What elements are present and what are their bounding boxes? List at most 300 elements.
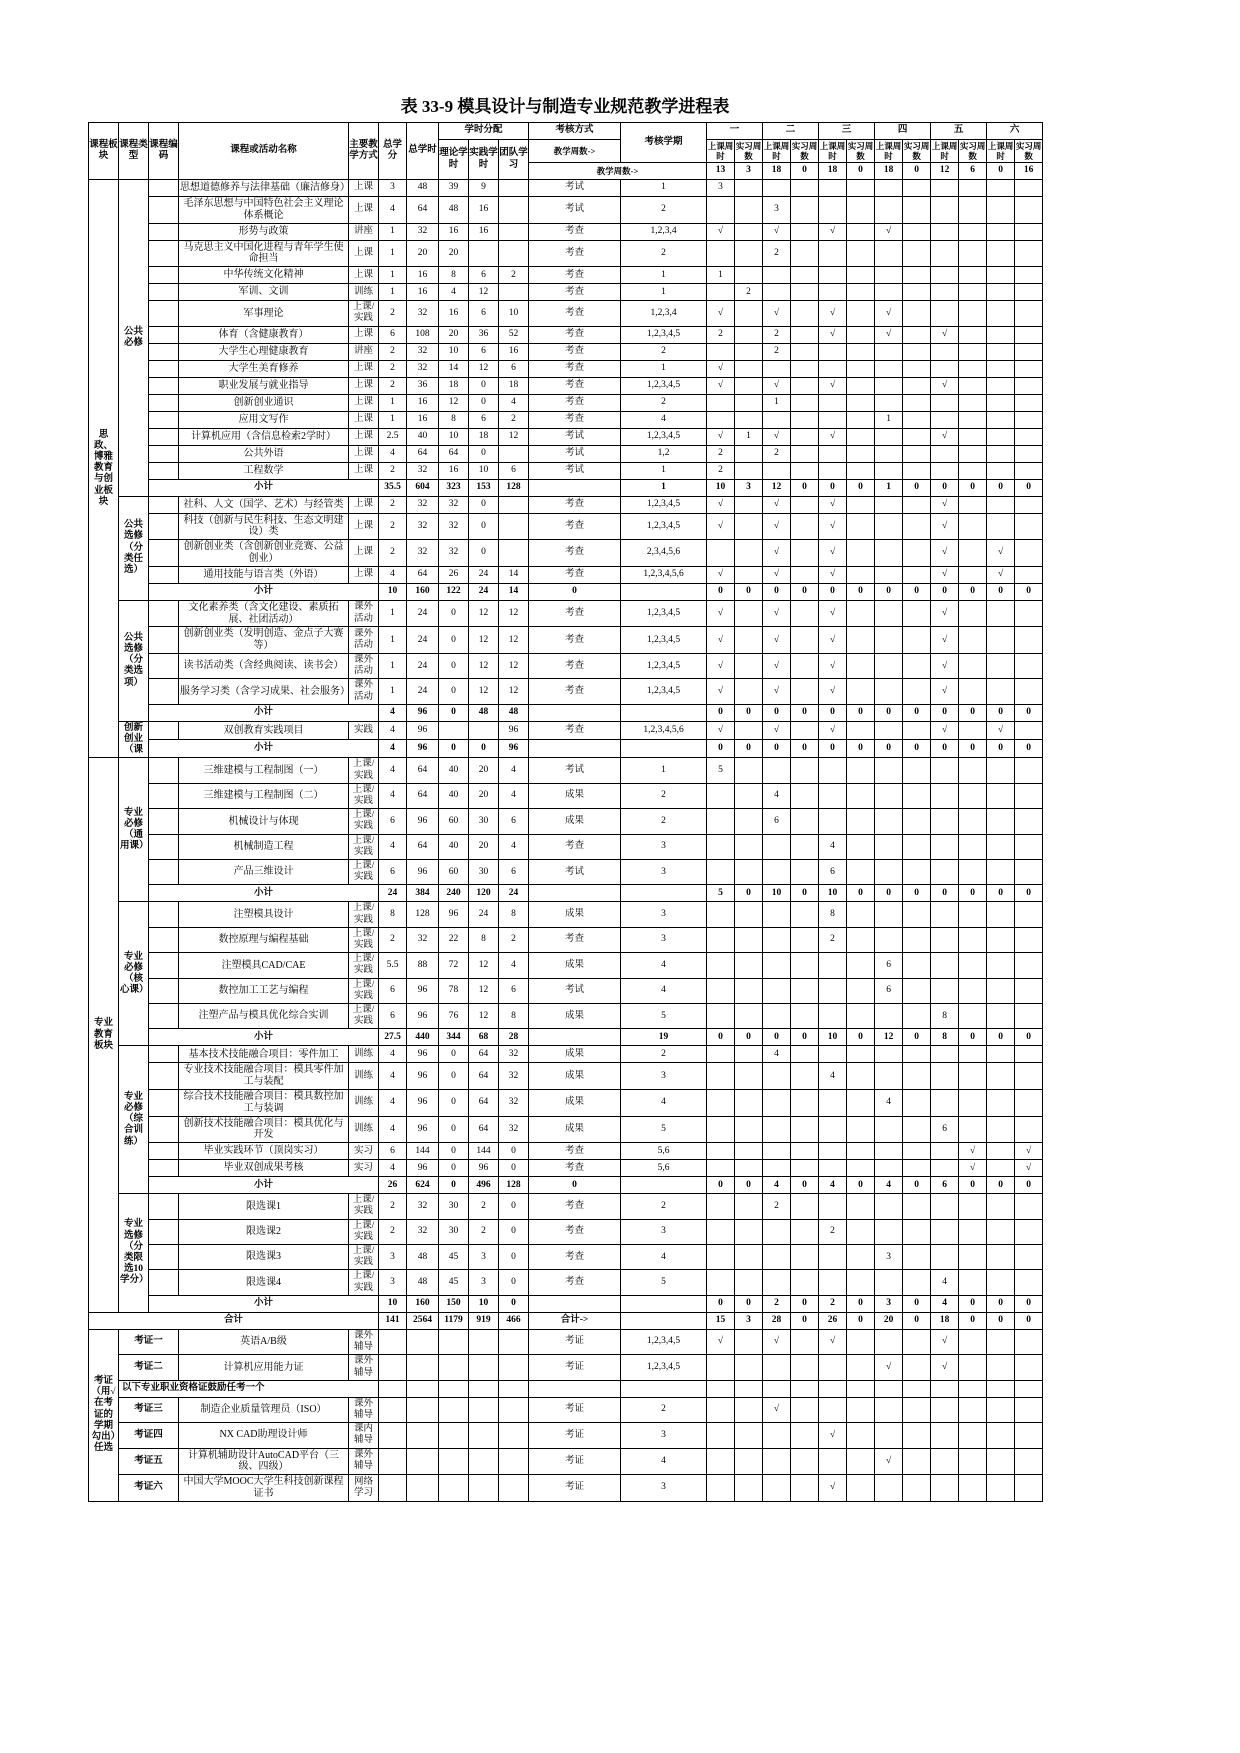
cell-course-code: [149, 809, 179, 834]
cell-semester-value: 0: [847, 1177, 875, 1194]
cell-semester-value: 0: [903, 1029, 931, 1046]
cell-theory-hours: 122: [439, 583, 469, 600]
cell-assess-method: 考查: [529, 1160, 621, 1177]
cell-course-code: [149, 654, 179, 679]
cell-assess-semester: 1,2,3,4,5: [621, 1355, 707, 1380]
cell-semester-value: [819, 180, 847, 197]
cell-semester-value: [1015, 758, 1043, 783]
cell-semester-value: [791, 267, 819, 284]
cell-semester-value: √: [763, 566, 791, 583]
cell-semester-value: [959, 1116, 987, 1143]
cell-course-code: [149, 783, 179, 808]
cell-semester-value: √: [763, 627, 791, 654]
cell-semester-value: 1: [875, 479, 903, 496]
cell-course-name: 限选课1: [179, 1194, 349, 1219]
cell-assess-method: 考试: [529, 445, 621, 462]
cell-hours: 32: [407, 927, 439, 952]
cell-theory-hours: 16: [439, 462, 469, 479]
cell-semester-value: √: [931, 627, 959, 654]
header-course-type: 课程类型: [119, 123, 149, 180]
cell-credits: 6: [379, 326, 407, 343]
cell-semester-value: 8: [931, 1029, 959, 1046]
cell-semester-value: [903, 1063, 931, 1090]
cell-semester-value: 0: [847, 1312, 875, 1329]
cell-team-learning: 6: [499, 360, 529, 377]
cell-team-learning: 0: [499, 1245, 529, 1270]
cell-semester-value: [931, 953, 959, 978]
cell-semester-value: [875, 428, 903, 445]
cell-semester-value: [707, 1270, 735, 1295]
total-label: 合计: [89, 1312, 379, 1329]
cell-semester-value: [819, 1270, 847, 1295]
cell-course-name: 马克思主义中国化进程与青年学生使命担当: [179, 240, 349, 267]
cell-semester-value: [1015, 394, 1043, 411]
cell-hours: 144: [407, 1143, 439, 1160]
header-course-name: 课程或活动名称: [179, 123, 349, 180]
cell-semester-value: [987, 654, 1015, 679]
module-cell: 思政、博雅教育与创业板块: [89, 180, 119, 758]
cell-course-name: 限选课3: [179, 1245, 349, 1270]
cell-semester-value: √: [1015, 1160, 1043, 1177]
cell-semester-value: [875, 284, 903, 301]
cell-semester-value: [707, 284, 735, 301]
cell-semester-value: [791, 1448, 819, 1475]
cell-course-name: 注塑模具设计: [179, 902, 349, 927]
course-row: [89, 496, 1043, 513]
cell-semester-value: [735, 927, 763, 952]
cell-semester-value: 1: [735, 428, 763, 445]
course-row: [89, 721, 1043, 739]
cell-team-learning: 0: [499, 1295, 529, 1312]
cell-semester-value: [735, 1143, 763, 1160]
cell-hours: [407, 1475, 439, 1502]
cell-team-learning: [499, 1448, 529, 1475]
subtotal-row: [89, 885, 1043, 902]
cell-semester-value: [819, 394, 847, 411]
cell-semester-value: √: [819, 600, 847, 627]
cell-assess-semester: 2: [621, 809, 707, 834]
cell-semester-value: √: [707, 223, 735, 240]
cell-semester-value: [707, 902, 735, 927]
cell-semester-value: 0: [707, 1295, 735, 1312]
cell-semester-value: 0: [875, 885, 903, 902]
cell-semester-value: [959, 377, 987, 394]
cell-semester-value: [1015, 1475, 1043, 1502]
cell-practice-hours: 64: [469, 1090, 499, 1117]
teaching-weeks-value: 18: [763, 163, 791, 180]
cell-semester-value: [707, 1143, 735, 1160]
cell-semester-value: [903, 927, 931, 952]
cell-semester-value: 0: [959, 1312, 987, 1329]
cell-course-code: [149, 360, 179, 377]
cell-semester-value: √: [931, 679, 959, 704]
cell-semester-value: √: [707, 600, 735, 627]
cell-semester-value: [735, 1194, 763, 1219]
cell-semester-value: [931, 902, 959, 927]
cell-semester-value: √: [875, 301, 903, 326]
cell-semester-value: [959, 1245, 987, 1270]
cell-hours: 624: [407, 1177, 439, 1194]
cell-assess-semester: 1: [621, 758, 707, 783]
cell-semester-value: [987, 284, 1015, 301]
cell-teaching-method: 上课: [349, 377, 379, 394]
cell-semester-value: 1: [875, 411, 903, 428]
cell-semester-value: 0: [1015, 885, 1043, 902]
cell-semester-value: [931, 1219, 959, 1244]
cell-semester-value: [987, 1116, 1015, 1143]
cell-semester-value: [987, 1160, 1015, 1177]
cell-course-name: 限选课2: [179, 1219, 349, 1244]
cell-semester-value: √: [931, 326, 959, 343]
cell-practice-hours: 3: [469, 1270, 499, 1295]
cell-assess-method: 考试: [529, 758, 621, 783]
cell-teaching-method: 课外辅导: [349, 1397, 379, 1422]
cell-semester-value: [931, 1245, 959, 1270]
cell-team-learning: 4: [499, 953, 529, 978]
header-semester-4: 四: [875, 123, 931, 140]
cell-semester-value: [707, 860, 735, 885]
cell-semester-value: √: [931, 428, 959, 445]
cell-course-name: 公共外语: [179, 445, 349, 462]
cell-course-code: [149, 953, 179, 978]
cell-assess-semester: 4: [621, 953, 707, 978]
cell-semester-value: [791, 654, 819, 679]
cell-course-code: [149, 1004, 179, 1029]
course-row: [89, 627, 1043, 654]
cell-team-learning: 96: [499, 721, 529, 739]
cell-teaching-method: 网络学习: [349, 1475, 379, 1502]
cell-credits: 1: [379, 223, 407, 240]
cell-semester-value: [847, 809, 875, 834]
cell-semester-value: [735, 1245, 763, 1270]
cell-semester-value: 0: [875, 704, 903, 721]
cell-semester-value: [987, 267, 1015, 284]
cell-semester-value: [847, 1245, 875, 1270]
cell-assess-method: 成果: [529, 783, 621, 808]
header-class-week-hours: 上课周时: [707, 141, 734, 162]
cell-semester-value: [819, 978, 847, 1003]
cell-semester-value: [735, 1116, 763, 1143]
cell-semester-value: [735, 326, 763, 343]
cell-course-name: 创新创业类（发明创造、金点子大赛等）: [179, 627, 349, 654]
cell-semester-value: 0: [987, 1029, 1015, 1046]
cell-semester-value: [931, 223, 959, 240]
cell-assess-semester: 1,2,3,4,5: [621, 679, 707, 704]
cell-assess-method: 考试: [529, 197, 621, 224]
cell-semester-value: [987, 1397, 1015, 1422]
cell-semester-value: [819, 284, 847, 301]
cell-semester-value: [903, 1423, 931, 1448]
cell-assess-semester: 1: [621, 479, 707, 496]
cell-team-learning: [499, 496, 529, 513]
cell-course-code: [149, 600, 179, 627]
cell-assess-method: 成果: [529, 1116, 621, 1143]
cell-semester-value: [987, 360, 1015, 377]
course-row: [89, 1004, 1043, 1029]
cell-semester-value: [791, 679, 819, 704]
cell-teaching-method: 上课: [349, 462, 379, 479]
total-row: [89, 1312, 1043, 1329]
course-row: [89, 1270, 1043, 1295]
cell-credits: 4: [379, 740, 407, 758]
cell-semester-value: √: [875, 326, 903, 343]
cell-semester-value: 6: [875, 953, 903, 978]
cell-semester-value: 0: [707, 1029, 735, 1046]
cell-semester-value: 0: [903, 704, 931, 721]
cell-semester-value: [931, 394, 959, 411]
cell-semester-value: √: [875, 1448, 903, 1475]
cell-hours: 64: [407, 445, 439, 462]
cell-practice-hours: 68: [469, 1029, 499, 1046]
cell-semester-value: [819, 267, 847, 284]
cell-semester-value: 0: [791, 740, 819, 758]
cell-semester-value: 10: [819, 1029, 847, 1046]
cell-credits: 2: [379, 1194, 407, 1219]
cell-semester-value: [1015, 566, 1043, 583]
cert-row: [89, 1355, 1043, 1380]
cell-hours: 96: [407, 721, 439, 739]
cell-semester-value: √: [763, 540, 791, 567]
cell-semester-value: [847, 566, 875, 583]
cell-semester-value: [763, 1004, 791, 1029]
cell-semester-value: 0: [903, 1177, 931, 1194]
cell-teaching-method: 实习: [349, 1143, 379, 1160]
cell-semester-value: [903, 445, 931, 462]
cell-course-code: [149, 343, 179, 360]
cell-semester-value: [931, 267, 959, 284]
course-row: [89, 1090, 1043, 1117]
cell-semester-value: [987, 1219, 1015, 1244]
cert-row: [89, 1329, 1043, 1354]
cell-hours: 20: [407, 240, 439, 267]
cell-hours: 16: [407, 267, 439, 284]
cell-semester-value: [763, 902, 791, 927]
cell-practice-hours: 496: [469, 1177, 499, 1194]
cell-semester-value: [1015, 721, 1043, 739]
cell-semester-value: [847, 1090, 875, 1117]
cell-team-learning: 8: [499, 902, 529, 927]
cell-semester-value: √: [959, 1143, 987, 1160]
cell-empty: [903, 1380, 931, 1397]
table-container: [88, 122, 1240, 1502]
cell-semester-value: [959, 326, 987, 343]
cell-assess-method: 成果: [529, 902, 621, 927]
cell-practice-hours: 0: [469, 513, 499, 540]
cell-course-name: 三维建模与工程制图（二）: [179, 783, 349, 808]
cell-semester-value: [735, 1046, 763, 1063]
cell-credits: 10: [379, 583, 407, 600]
cell-practice-hours: 16: [469, 223, 499, 240]
cell-course-code: [149, 1245, 179, 1270]
header-teaching-method: 主要教学方式: [349, 123, 379, 180]
cell-credits: 4: [379, 758, 407, 783]
cell-credits: 1: [379, 627, 407, 654]
cell-semester-value: [763, 834, 791, 859]
cell-hours: 96: [407, 1046, 439, 1063]
cell-semester-value: [1015, 600, 1043, 627]
course-row: [89, 566, 1043, 583]
cell-credits: 141: [379, 1312, 407, 1329]
cell-assess-semester: [621, 1177, 707, 1194]
cell-semester-value: [1015, 1063, 1043, 1090]
cell-course-code: [149, 1090, 179, 1117]
cell-semester-value: [847, 1046, 875, 1063]
cell-semester-value: [735, 540, 763, 567]
cell-semester-value: [875, 462, 903, 479]
course-row: [89, 180, 1043, 197]
cell-practice-hours: 24: [469, 566, 499, 583]
cell-semester-value: [903, 267, 931, 284]
cell-semester-value: [847, 860, 875, 885]
cell-assess-semester: [621, 704, 707, 721]
cell-semester-value: [931, 809, 959, 834]
cell-semester-value: [847, 783, 875, 808]
cell-semester-value: 12: [763, 479, 791, 496]
cell-assess-semester: 2,3,4,5,6: [621, 540, 707, 567]
cell-semester-value: [903, 223, 931, 240]
cell-semester-value: [707, 1219, 735, 1244]
cell-theory-hours: 323: [439, 479, 469, 496]
course-row: [89, 411, 1043, 428]
cell-semester-value: [987, 1270, 1015, 1295]
cell-semester-value: 0: [847, 704, 875, 721]
cell-course-name: 应用文写作: [179, 411, 349, 428]
cell-team-learning: 16: [499, 343, 529, 360]
cell-semester-value: [791, 301, 819, 326]
cell-semester-value: [903, 462, 931, 479]
cell-assess-semester: 4: [621, 411, 707, 428]
cell-semester-value: [1015, 197, 1043, 224]
cell-semester-value: 3: [763, 197, 791, 224]
cert-row: [89, 1448, 1043, 1475]
cell-course-name: NX CAD助理设计师: [179, 1423, 349, 1448]
cell-semester-value: 0: [735, 1029, 763, 1046]
cell-credits: 2.5: [379, 428, 407, 445]
cell-semester-value: 0: [987, 1312, 1015, 1329]
cell-semester-value: 0: [791, 583, 819, 600]
cell-semester-value: [735, 223, 763, 240]
cell-semester-value: √: [763, 223, 791, 240]
cell-teaching-method: 课外活动: [349, 627, 379, 654]
header-course-code: 课程编码: [149, 123, 179, 180]
cell-semester-value: [735, 902, 763, 927]
cell-semester-value: 2: [763, 1295, 791, 1312]
cell-theory-hours: 0: [439, 600, 469, 627]
cell-semester-value: [1015, 1270, 1043, 1295]
cell-semester-value: 0: [791, 1177, 819, 1194]
cell-semester-value: [1015, 301, 1043, 326]
cell-credits: 4: [379, 1160, 407, 1177]
cell-course-name: 注塑产品与模具优化综合实训: [179, 1004, 349, 1029]
cell-practice-hours: [469, 240, 499, 267]
cell-semester-value: [791, 758, 819, 783]
cell-semester-value: [875, 360, 903, 377]
cell-semester-value: [1015, 360, 1043, 377]
cell-semester-value: [903, 496, 931, 513]
cell-practice-hours: 64: [469, 1046, 499, 1063]
cell-semester-value: 0: [903, 583, 931, 600]
cell-assess-semester: 1,2,3,4,5: [621, 654, 707, 679]
cell-semester-value: [987, 326, 1015, 343]
cert-label: 考证五: [119, 1448, 179, 1475]
cell-semester-value: [903, 1329, 931, 1354]
cell-semester-value: √: [819, 496, 847, 513]
cell-semester-value: [847, 1475, 875, 1502]
cell-teaching-method: 上课/实践: [349, 1245, 379, 1270]
cell-practice-hours: 6: [469, 343, 499, 360]
cell-course-code: [149, 566, 179, 583]
cell-assess-method: 考查: [529, 394, 621, 411]
cell-assess-semester: 1,2,3,4,5: [621, 428, 707, 445]
cell-assess-method: 考查: [529, 679, 621, 704]
cell-semester-value: [875, 1219, 903, 1244]
cell-practice-hours: 96: [469, 1160, 499, 1177]
cell-credits: 1: [379, 267, 407, 284]
cell-semester-value: √: [819, 540, 847, 567]
cell-semester-value: [819, 1448, 847, 1475]
cell-semester-value: 0: [987, 1177, 1015, 1194]
cell-course-code: [149, 1160, 179, 1177]
cell-semester-value: [931, 834, 959, 859]
cell-semester-value: √: [931, 566, 959, 583]
cell-hours: 48: [407, 180, 439, 197]
cell-semester-value: [903, 240, 931, 267]
cell-semester-value: [819, 1090, 847, 1117]
cell-semester-value: [763, 1475, 791, 1502]
cell-practice-hours: 12: [469, 284, 499, 301]
header-semester-6: 六: [987, 123, 1043, 140]
cell-semester-value: [959, 758, 987, 783]
cell-semester-value: [903, 1245, 931, 1270]
cell-semester-value: [791, 783, 819, 808]
cell-hours: 24: [407, 600, 439, 627]
subtotal-row: [89, 704, 1043, 721]
cell-semester-value: 0: [847, 885, 875, 902]
cell-semester-value: 4: [819, 834, 847, 859]
cell-hours: 440: [407, 1029, 439, 1046]
course-row: [89, 240, 1043, 267]
cell-hours: 32: [407, 223, 439, 240]
cell-course-name: 毕业实践环节（顶岗实习）: [179, 1143, 349, 1160]
cell-semester-value: [875, 902, 903, 927]
cell-credits: 4: [379, 445, 407, 462]
module-cell: 专业教育板块: [89, 758, 119, 1312]
cell-assess-method: 考查: [529, 540, 621, 567]
cell-hours: 96: [407, 1063, 439, 1090]
cell-semester-value: 0: [1015, 740, 1043, 758]
cell-semester-value: [987, 377, 1015, 394]
subtotal-label: 小计: [149, 1295, 379, 1312]
cell-practice-hours: [469, 1423, 499, 1448]
cell-credits: [379, 1397, 407, 1422]
cell-semester-value: [847, 360, 875, 377]
cell-credits: 6: [379, 1004, 407, 1029]
cell-course-name: 基本技术技能融合项目：零件加工: [179, 1046, 349, 1063]
type-cell: 公共必修: [119, 180, 149, 497]
cell-semester-value: [959, 1090, 987, 1117]
header-class-week-hours: 上课周时: [931, 141, 958, 162]
cell-practice-hours: 2: [469, 1194, 499, 1219]
cell-semester-value: 0: [987, 583, 1015, 600]
cell-course-code: [149, 445, 179, 462]
cell-semester-value: 0: [791, 1312, 819, 1329]
cell-semester-value: [875, 860, 903, 885]
cell-credits: 24: [379, 885, 407, 902]
cell-semester-value: [959, 180, 987, 197]
cell-semester-value: [987, 180, 1015, 197]
header-intern-weeks: 实习周数: [959, 141, 986, 162]
cell-semester-value: [763, 1245, 791, 1270]
